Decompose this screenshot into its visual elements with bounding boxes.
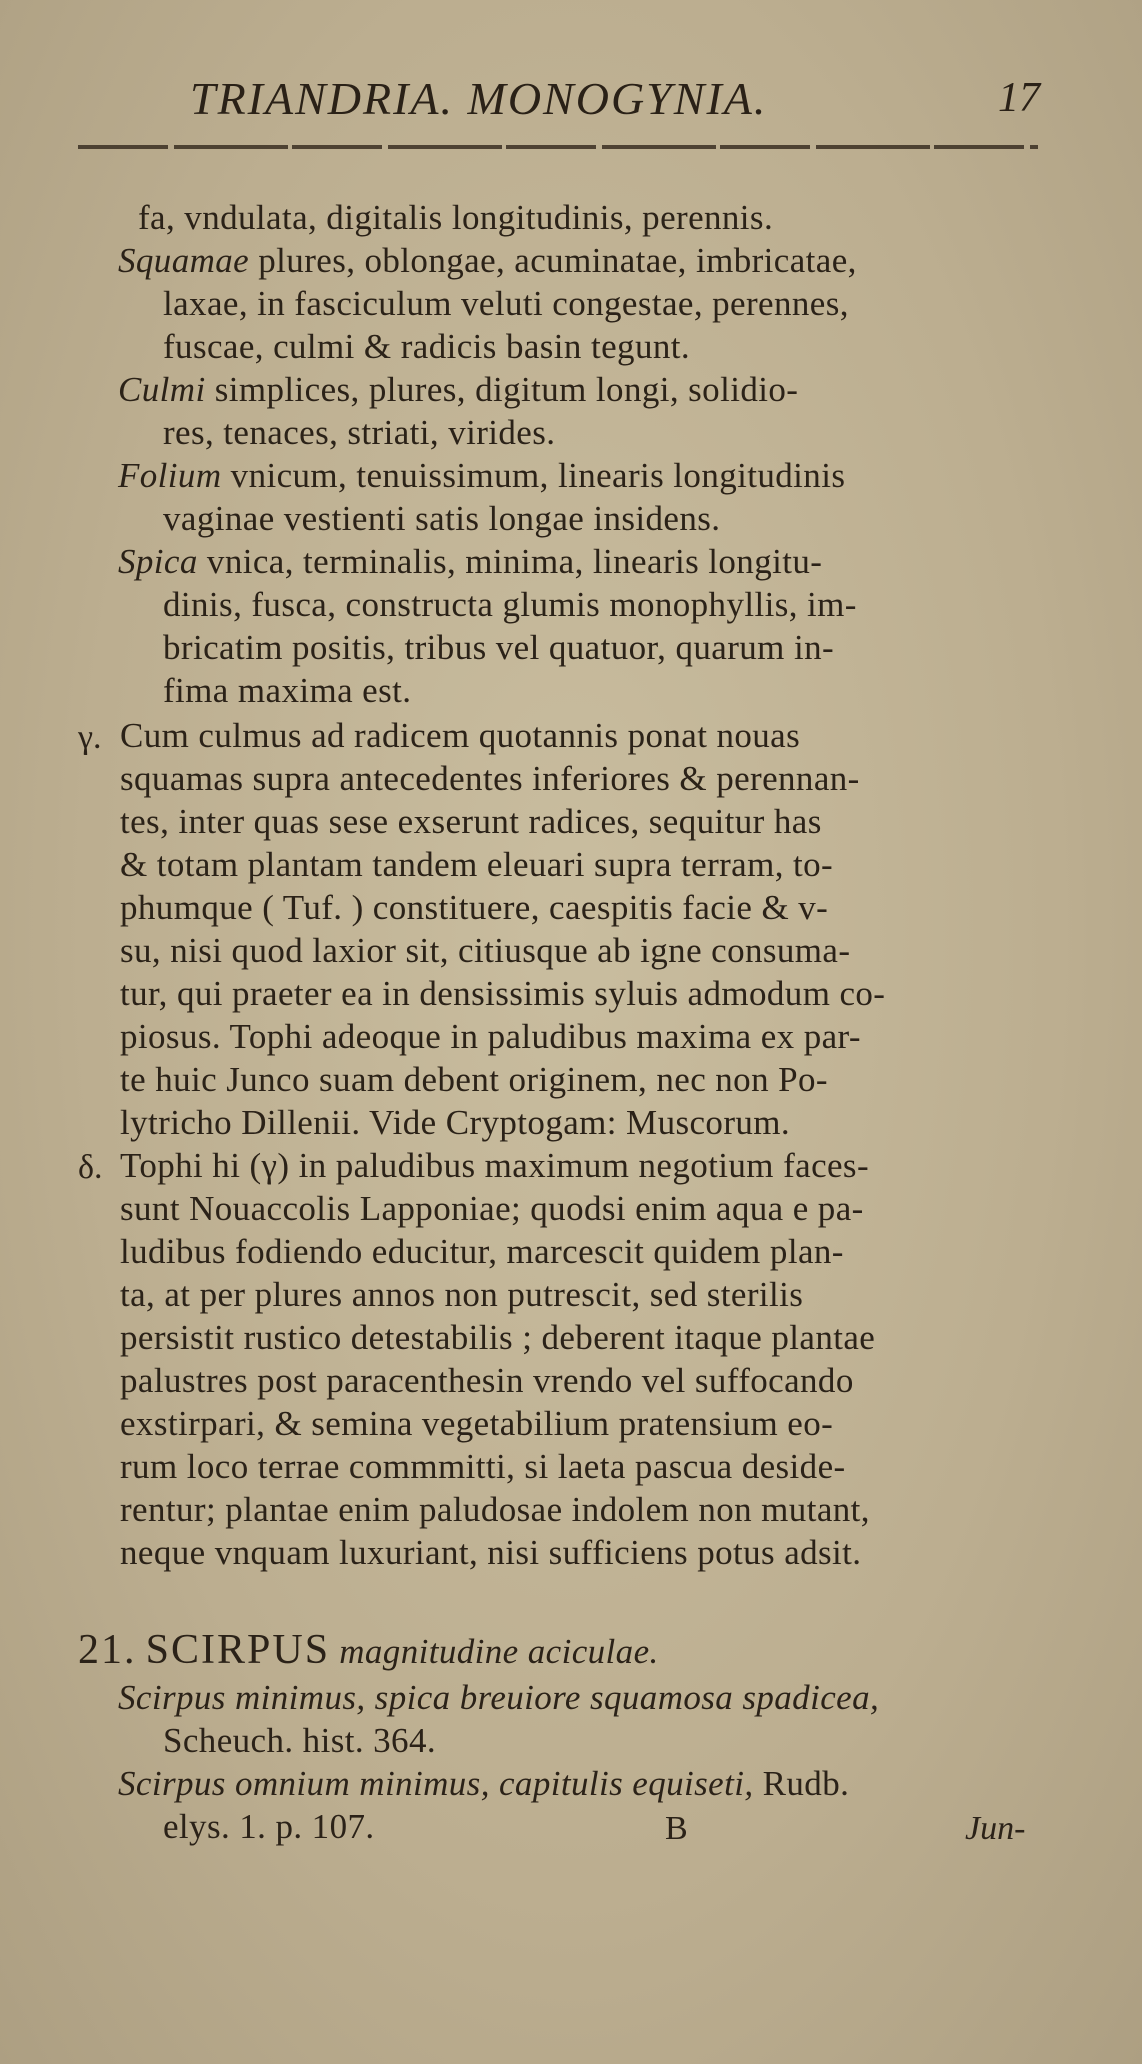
text-line — [120, 1318, 875, 1358]
synonym-author: Rudb. — [753, 1764, 850, 1803]
header-rule — [78, 145, 1038, 149]
text-span: neque vnquam luxuriant, nisi sufficiens potus adsit. — [120, 1533, 862, 1572]
text-line — [120, 1490, 870, 1530]
text-line — [118, 456, 845, 496]
page-number: 17 — [998, 75, 1040, 121]
text-line — [120, 1533, 861, 1573]
text-span: Cum culmus ad radicem quotannis ponat nouas — [120, 716, 801, 755]
text-line — [120, 716, 800, 756]
text-line — [120, 1232, 844, 1272]
text-line — [118, 1678, 879, 1718]
text-line — [120, 1017, 861, 1057]
text-line — [163, 628, 834, 668]
text-line — [163, 1807, 375, 1847]
text-span: simplices, plures, digitum longi, solidio- — [205, 370, 799, 409]
text-span: tur, qui praeter ea in densissimis syluis admodum co- — [120, 974, 886, 1013]
text-line — [138, 198, 773, 238]
text-span: tes, inter quas sese exserunt radices, sequitur has — [120, 802, 822, 841]
text-line — [120, 974, 885, 1014]
text-line — [120, 1275, 803, 1315]
text-line — [118, 241, 857, 281]
paragraph-marker: δ. — [78, 1149, 103, 1186]
text-line — [118, 542, 822, 582]
text-line — [120, 759, 860, 799]
text-line — [163, 499, 720, 539]
text-line — [120, 1060, 828, 1100]
term-label: Squamae — [118, 241, 250, 280]
text-line — [120, 1189, 864, 1229]
text-span: Tophi hi (γ) in paludibus maximum negotium faces- — [120, 1146, 870, 1185]
entry-heading — [78, 1627, 659, 1673]
text-span: palustres post paracenthesin vrendo vel suffocando — [120, 1361, 854, 1400]
text-line — [163, 1721, 436, 1761]
entry-number: 21. — [78, 1627, 137, 1673]
text-span: phumque ( Tuf. ) constituere, caespitis facie & v- — [120, 888, 829, 927]
text-span: laxae, in fasciculum veluti congestae, perennes, — [163, 284, 849, 323]
entry-descriptor: magnitudine aciculae. — [339, 1632, 659, 1671]
text-span: ludibus fodiendo educitur, marcescit quidem plan- — [120, 1232, 844, 1271]
text-span: exstirpari, & semina vegetabilium pratensium eo- — [120, 1404, 834, 1443]
text-line — [120, 1361, 854, 1401]
entry-genus: SCIRPUS — [145, 1627, 331, 1673]
text-line — [118, 1764, 849, 1804]
text-line — [163, 671, 411, 711]
text-span: fima maxima est. — [163, 671, 412, 710]
text-span: te huic Junco suam debent originem, nec non Po- — [120, 1060, 828, 1099]
text-line — [163, 413, 555, 453]
text-line — [120, 888, 828, 928]
running-title: TRIANDRIA. MONOGYNIA. — [190, 73, 768, 124]
signature-mark: B — [665, 1810, 688, 1847]
text-line — [120, 1103, 790, 1143]
running-head — [180, 72, 1060, 132]
text-span: plures, oblongae, acuminatae, imbricatae, — [249, 241, 857, 280]
text-span: su, nisi quod laxior sit, citiusque ab igne consuma- — [120, 931, 851, 970]
paragraph-marker: γ. — [78, 719, 102, 756]
synonym-text: Scirpus omnium minimus, capitulis equiseti, — [118, 1764, 754, 1803]
text-line — [120, 802, 822, 842]
text-line — [163, 327, 690, 367]
text-span: squamas supra antecedentes inferiores & perennan- — [120, 759, 860, 798]
text-line — [120, 931, 850, 971]
text-span: vnica, terminalis, minima, linearis longitu- — [197, 542, 823, 581]
text-span: sunt Nouaccolis Lapponiae; quodsi enim aqua e pa- — [120, 1189, 864, 1228]
text-line — [163, 585, 857, 625]
text-span: rum loco terrae commmitti, si laeta pascua deside- — [120, 1447, 846, 1486]
text-span: lytricho Dillenii. Vide Cryptogam: Muscorum. — [120, 1103, 791, 1142]
text-span: Scheuch. hist. 364. — [163, 1721, 436, 1760]
term-label: Spica — [118, 542, 198, 581]
text-line — [163, 284, 849, 324]
term-label: Folium — [118, 456, 222, 495]
text-span: piosus. Tophi adeoque in paludibus maxima ex par- — [120, 1017, 861, 1056]
synonym-text: Scirpus minimus, spica breuiore squamosa spadicea, — [118, 1678, 880, 1717]
text-line — [120, 1146, 869, 1186]
text-span: fa, vndulata, digitalis longitudinis, perennis. — [138, 198, 774, 237]
text-line — [120, 1447, 846, 1487]
text-span: elys. 1. p. 107. — [163, 1807, 375, 1846]
text-line — [118, 370, 798, 410]
text-span: rentur; plantae enim paludosae indolem non mutant, — [120, 1490, 870, 1529]
text-span: vaginae vestienti satis longae insidens. — [163, 499, 721, 538]
text-span: persistit rustico detestabilis ; deberent itaque plantae — [120, 1318, 876, 1357]
catchword: Jun- — [965, 1810, 1026, 1847]
text-span: res, tenaces, striati, virides. — [163, 413, 556, 452]
text-span: fuscae, culmi & radicis basin tegunt. — [163, 327, 691, 366]
text-line — [120, 845, 833, 885]
text-span: bricatim positis, tribus vel quatuor, quarum in- — [163, 628, 835, 667]
text-span: dinis, fusca, constructa glumis monophyllis, im- — [163, 585, 857, 624]
text-span: & totam plantam tandem eleuari supra terram, to- — [120, 845, 834, 884]
text-line — [120, 1404, 833, 1444]
text-span: vnicum, tenuissimum, linearis longitudinis — [221, 456, 846, 495]
text-span: ta, at per plures annos non putrescit, sed sterilis — [120, 1275, 804, 1314]
term-label: Culmi — [118, 370, 206, 409]
